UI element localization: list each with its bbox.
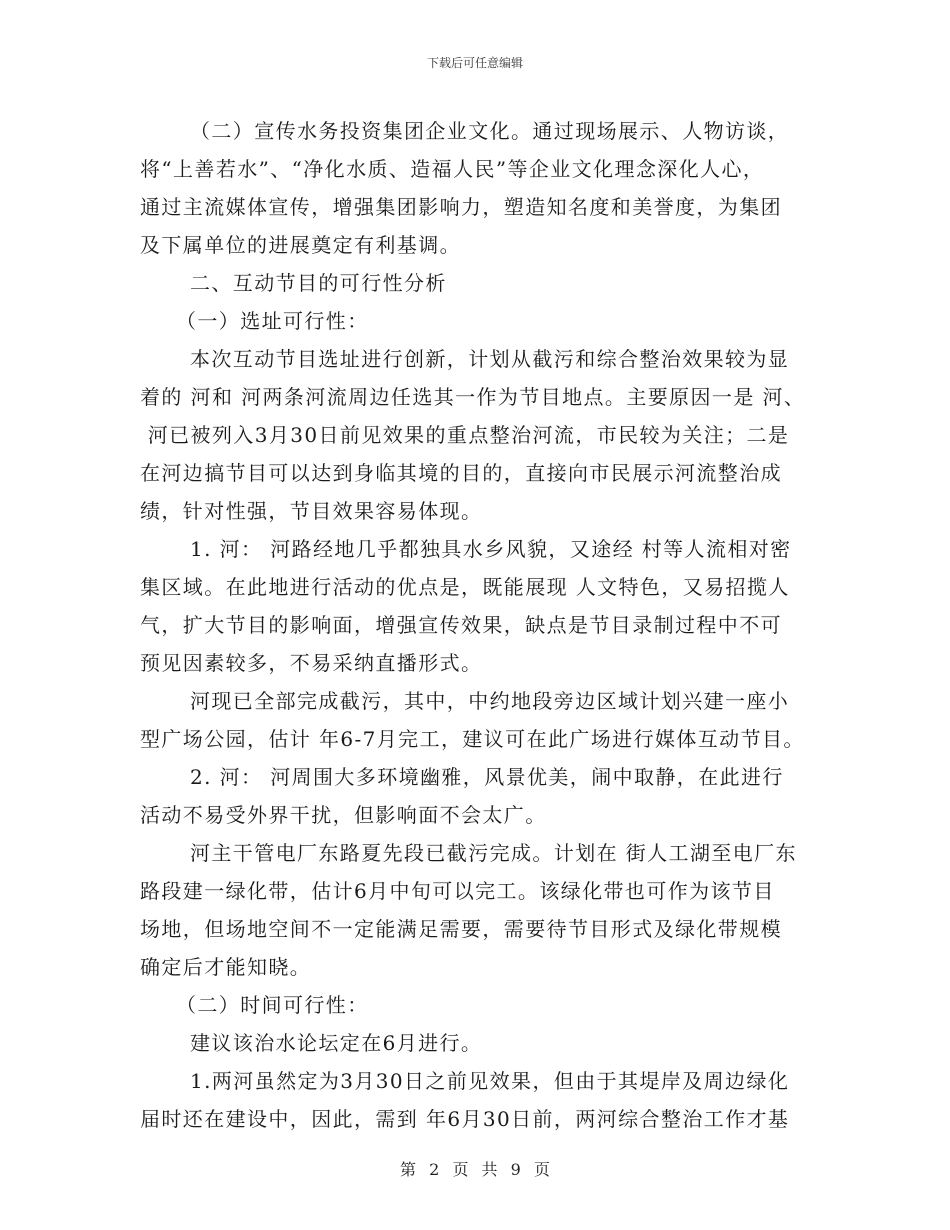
document-body bbox=[140, 112, 820, 1138]
body-line: 路段建一绿化带，估计6月中旬可以完工。该绿化带也可作为该节目 bbox=[140, 879, 775, 903]
footer-prefix: 第 bbox=[400, 1160, 417, 1179]
section-heading: 二、互动节目的可行性分析 bbox=[190, 271, 447, 295]
body-line: 着的 河和 河两条河流周边任选其一作为节目地点。主要原因一是 河、 bbox=[140, 385, 806, 409]
subsection-heading: （二）时间可行性： bbox=[176, 993, 369, 1017]
body-line: （二）宣传水务投资集团企业文化。通过现场展示、人物访谈， bbox=[190, 119, 790, 143]
body-line: 河已被列入3月30日前见效果的重点整治河流，市民较为关注；二是 bbox=[140, 423, 790, 447]
body-line: 1. 河： 河路经地几乎都独具水乡风貌，又途经 村等人流相对密 bbox=[190, 537, 792, 561]
body-line: 将“上善若水”、“净化水质、造福人民”等企业文化理念深化人心， bbox=[140, 157, 765, 181]
page-footer bbox=[0, 1157, 950, 1180]
body-line: 气，扩大节目的影响面，增强宣传效果，缺点是节目录制过程中不可 bbox=[140, 613, 782, 637]
body-line: 在河边搞节目可以达到身临其境的目的，直接向市民展示河流整治成 bbox=[140, 461, 782, 485]
body-line: 届时还在建设中，因此，需到 年6月30日前，两河综合整治工作才基 bbox=[140, 1107, 790, 1131]
body-line: 河现已全部完成截污，其中，中约地段旁边区域计划兴建一座小 bbox=[190, 689, 790, 713]
footer-suffix: 页 bbox=[533, 1160, 550, 1179]
body-line: 河主干管电厂东路夏先段已截污完成。计划在 街人工湖至电厂东 bbox=[190, 841, 797, 865]
body-line: 及下属单位的进展奠定有利基调。 bbox=[140, 233, 461, 257]
body-line: 本次互动节目选址进行创新，计划从截污和综合整治效果较为显 bbox=[190, 347, 790, 371]
subsection-heading: （一）选址可行性： bbox=[176, 309, 369, 333]
body-line: 绩，针对性强，节目效果容易体现。 bbox=[140, 499, 483, 523]
body-line: 2. 河： 河周围大多环境幽雅，风景优美，闹中取静，在此进行 bbox=[190, 765, 784, 789]
body-line: 场地，但场地空间不一定能满足需要，需要待节目形式及绿化带规模 bbox=[140, 917, 782, 941]
current-page-number: 2 bbox=[429, 1160, 440, 1179]
body-line: 型广场公园，估计 年6-7月完工，建议可在此广场进行媒体互动节目。 bbox=[140, 727, 805, 751]
page-header: 下载后可任意编辑 bbox=[426, 56, 523, 70]
body-line: 通过主流媒体宣传，增强集团影响力，塑造知名度和美誉度，为集团 bbox=[140, 195, 782, 219]
body-line: 建议该治水论坛定在6月进行。 bbox=[190, 1031, 483, 1055]
body-line: 集区域。在此地进行活动的优点是，既能展现 人文特色，又易招揽人 bbox=[140, 575, 790, 599]
body-line: 预见因素较多，不易采纳直播形式。 bbox=[140, 651, 483, 675]
body-line: 1.两河虽然定为3月30日之前见效果，但由于其堤岸及周边绿化 bbox=[190, 1069, 790, 1093]
footer-page-word: 页 bbox=[452, 1160, 469, 1179]
footer-total-word: 共 bbox=[481, 1160, 498, 1179]
total-page-count: 9 bbox=[510, 1160, 521, 1179]
body-line: 确定后才能知晓。 bbox=[140, 955, 312, 979]
body-line: 活动不易受外界干扰，但影响面不会太广。 bbox=[140, 803, 547, 827]
